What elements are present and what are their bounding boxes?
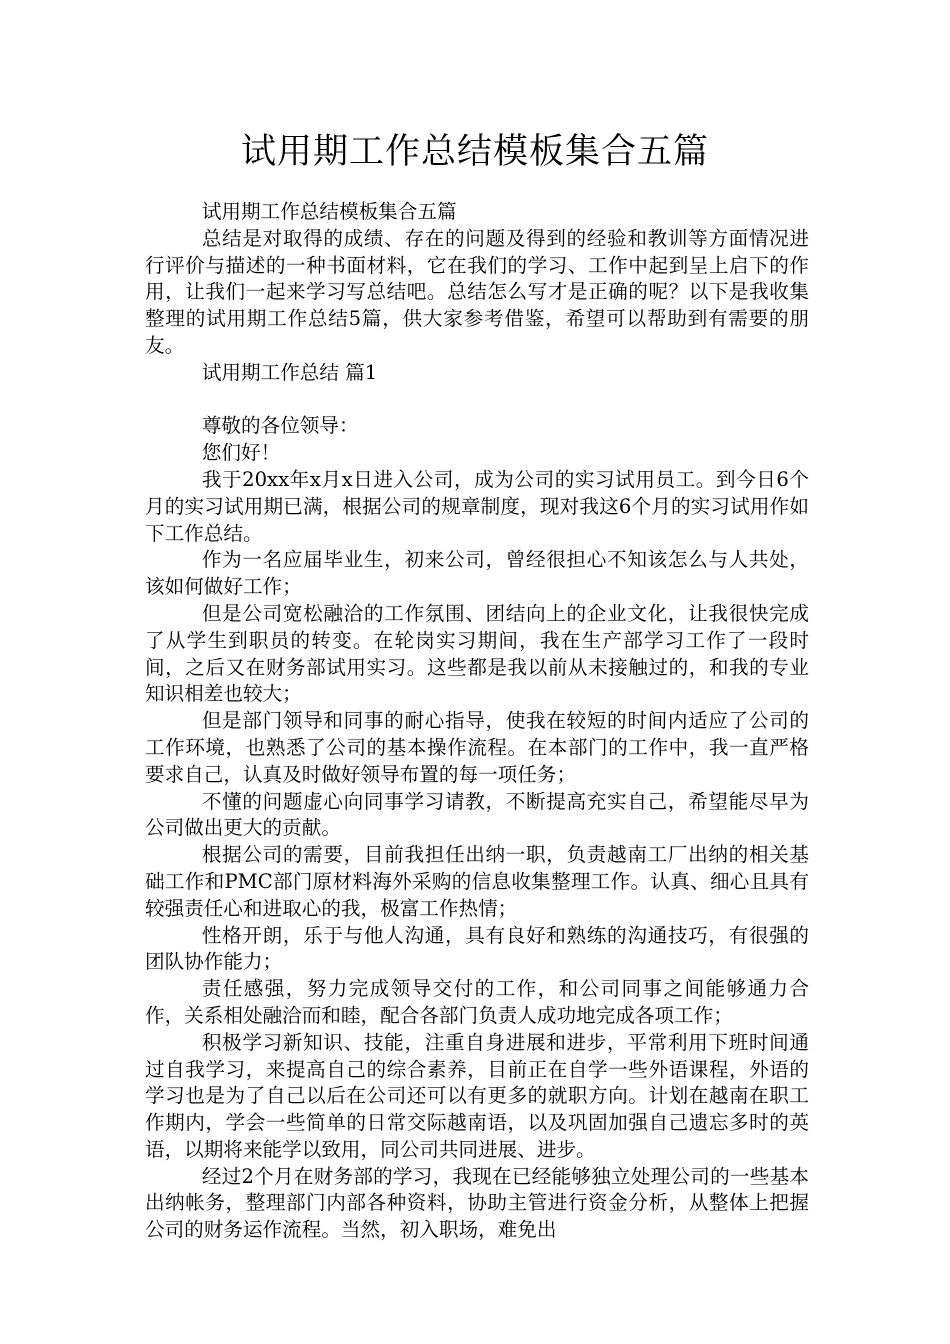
document-title: 试用期工作总结模板集合五篇 [240, 132, 709, 172]
paragraph: 责任感强，努力完成领导交付的工作，和公司同事之间能够通力合作，关系相处融洽而和睦，配合各部门负责人成功地完成各项工作； [145, 977, 809, 1027]
paragraph: 根据公司的需要，目前我担任出纳一职，负责越南工厂出纳的相关基础工作和PMC部门原材料海外采购的信息收集整理工作。认真、细心且具有较强责任心和进取心的我，极富工作热情； [145, 843, 809, 920]
paragraph: 但是公司宽松融洽的工作氛围、团结向上的企业文化，让我很快完成了从学生到职员的转变。在轮岗实习期间，我在生产部学习工作了一段时间，之后又在财务部试用实习。这些都是我以前从未接触过的，和我的专业知识相差也较大； [145, 601, 809, 706]
paragraph: 总结是对取得的成绩、存在的问题及得到的经验和教训等方面情况进行评价与描述的一种书面材料，它在我们的学习、工作中起到呈上启下的作用，让我们一起来学习写总结吧。总结怎么写才是正确的呢？以下是我收集整理的试用期工作总结5篇，供大家参考借鉴，希望可以帮助到有需要的朋友。 [145, 226, 809, 357]
salutation: 尊敬的各位领导： [201, 414, 359, 438]
document-body [145, 199, 809, 1244]
section-heading: 试用期工作总结 篇1 [201, 360, 378, 384]
paragraph: 积极学习新知识、技能，注重自身进展和进步，平常利用下班时间通过自我学习，来提高自己的综合素养，目前正在自学一些外语课程，外语的学习也是为了自己以后在公司还可以有更多的就职方向。计划在越南在职工作期内，学会一些简单的日常交际越南语，以及巩固加强自己遗忘多时的英语，以期将来能学以致用，同公司共同进展、进步。 [145, 1030, 809, 1161]
blank-line [145, 387, 809, 414]
paragraph: 试用期工作总结模板集合五篇 [201, 200, 457, 223]
paragraph: 经过2个月在财务部的学习，我现在已经能够独立处理公司的一些基本出纳帐务，整理部门内部各种资料，协助主管进行资金分析，从整体上把握公司的财务运作流程。当然，初入职场，难免出 [145, 1164, 809, 1242]
paragraph: 我于20xx年x月x日进入公司，成为公司的实习试用员工。到今日6个月的实习试用期已满，根据公司的规章制度，现对我这6个月的实习试用作如下工作总结。 [145, 467, 809, 545]
paragraph: 但是部门领导和同事的耐心指导，使我在较短的时间内适应了公司的工作环境，也熟悉了公司的基本操作流程。在本部门的工作中，我一直严格要求自己，认真及时做好领导布置的每一项任务； [145, 709, 809, 786]
paragraph: 性格开朗，乐于与他人沟通，具有良好和熟练的沟通技巧，有很强的团队协作能力； [145, 923, 809, 974]
greeting: 您们好！ [201, 441, 281, 465]
paragraph: 不懂的问题虚心向同事学习请教，不断提高充实自己，希望能尽早为公司做出更大的贡献。 [145, 789, 809, 840]
paragraph: 作为一名应届毕业生，初来公司，曾经很担心不知该怎么与人共处，该如何做好工作； [145, 548, 809, 599]
